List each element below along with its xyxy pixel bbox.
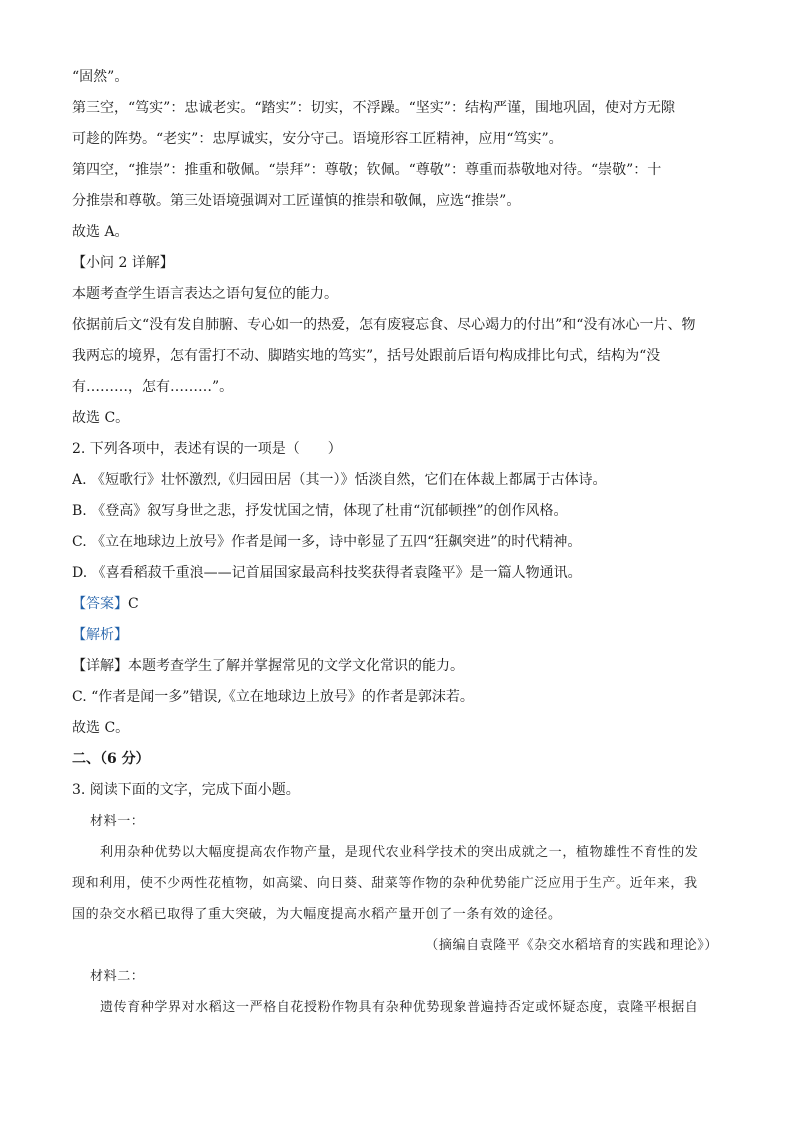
text-line: 故选 C。	[72, 410, 130, 426]
question-3-stem: 3. 阅读下面的文字，完成下面小题。	[72, 782, 300, 798]
section-title: 二、（6 分）	[72, 751, 150, 767]
text-line: 故选 A。	[72, 224, 129, 240]
text-line: 故选 C。	[72, 720, 130, 736]
text-line: 可趁的阵势。“老实”：忠厚诚实，安分守己。语境形容工匠精神，应用“笃实”。	[72, 131, 563, 147]
material-2-line: 遗传育种学界对水稻这一严格自花授粉作物具有杂种优势现象普遍持否定或怀疑态度，袁隆平根据自	[100, 1000, 699, 1015]
answer-line	[72, 589, 722, 620]
option-b: B. 《登高》叙写身世之悲，抒发忧国之情，体现了杜甫“沉郁顿挫”的创作风格。	[72, 503, 568, 519]
question-2-stem: 2. 下列各项中，表述有误的一项是（ ）	[72, 441, 342, 457]
analysis-label: 【解析】	[72, 627, 128, 643]
answer-label: 【答案】	[72, 596, 128, 612]
option-c: C. 《立在地球边上放号》作者是闻一多，诗中彰显了五四“狂飙突进”的时代精神。	[72, 534, 582, 550]
text-line: 我两忘的境界，怎有雷打不动、脚踏实地的笃实”，括号处跟前后语句构成排比句式，结构为“没	[72, 348, 661, 364]
option-a: A. 《短歌行》壮怀激烈,《归园田居（其一）》恬淡自然，它们在体裁上都属于古体诗。	[72, 472, 607, 488]
text-line: “固然”。	[72, 69, 129, 85]
material-1-line: 国的杂交水稻已取得了重大突破，为大幅度提高水稻产量开创了一条有效的途径。	[72, 907, 562, 922]
text-line: 第三空，“笃实”：忠诚老实。“踏实”：切实，不浮躁。“坚实”：结构严谨，围地巩固，使对方无隙	[72, 100, 675, 116]
text-line: 依据前后文“没有发自肺腑、专心如一的热爱，怎有废寝忘食、尽心竭力的付出”和“没有冰心一片、物	[72, 317, 696, 333]
text-line: C. “作者是闻一多”错误,《立在地球边上放号》的作者是郭沫若。	[72, 689, 474, 705]
text-line: 本题考查学生语言表达之语句复位的能力。	[72, 286, 338, 302]
material-1-line: 现和利用，使不少两性花植物，如高粱、向日葵、甜菜等作物的杂种优势能广泛应用于生产。近年来，我	[72, 876, 698, 891]
text-line: 有………，怎有………”。	[72, 379, 234, 395]
document-page	[72, 62, 722, 1023]
material-2-label: 材料二：	[90, 969, 145, 984]
text-line: 分推崇和尊敬。第三处语境强调对工匠谨慎的推崇和敬佩，应选“推崇”。	[72, 193, 521, 209]
material-1-line: 利用杂种优势以大幅度提高农作物产量，是现代农业科学技术的突出成就之一，植物雄性不育性的发	[100, 845, 699, 860]
answer-value: C	[128, 596, 139, 612]
text-line: 【详解】本题考查学生了解并掌握常见的文学文化常识的能力。	[72, 658, 464, 674]
material-1-source: （摘编自袁隆平《杂交水稻培育的实践和理论》）	[425, 938, 718, 953]
material-1-label: 材料一：	[90, 814, 145, 829]
option-d: D. 《喜看稻菽千重浪——记首届国家最高科技奖获得者袁隆平》是一篇人物通讯。	[72, 565, 582, 581]
subquestion-heading: 【小问 2 详解】	[72, 255, 174, 271]
text-line: 第四空，“推崇”：推重和敬佩。“崇拜”：尊敬；钦佩。“尊敬”：尊重而恭敬地对待。“崇敬”：十	[72, 162, 662, 178]
